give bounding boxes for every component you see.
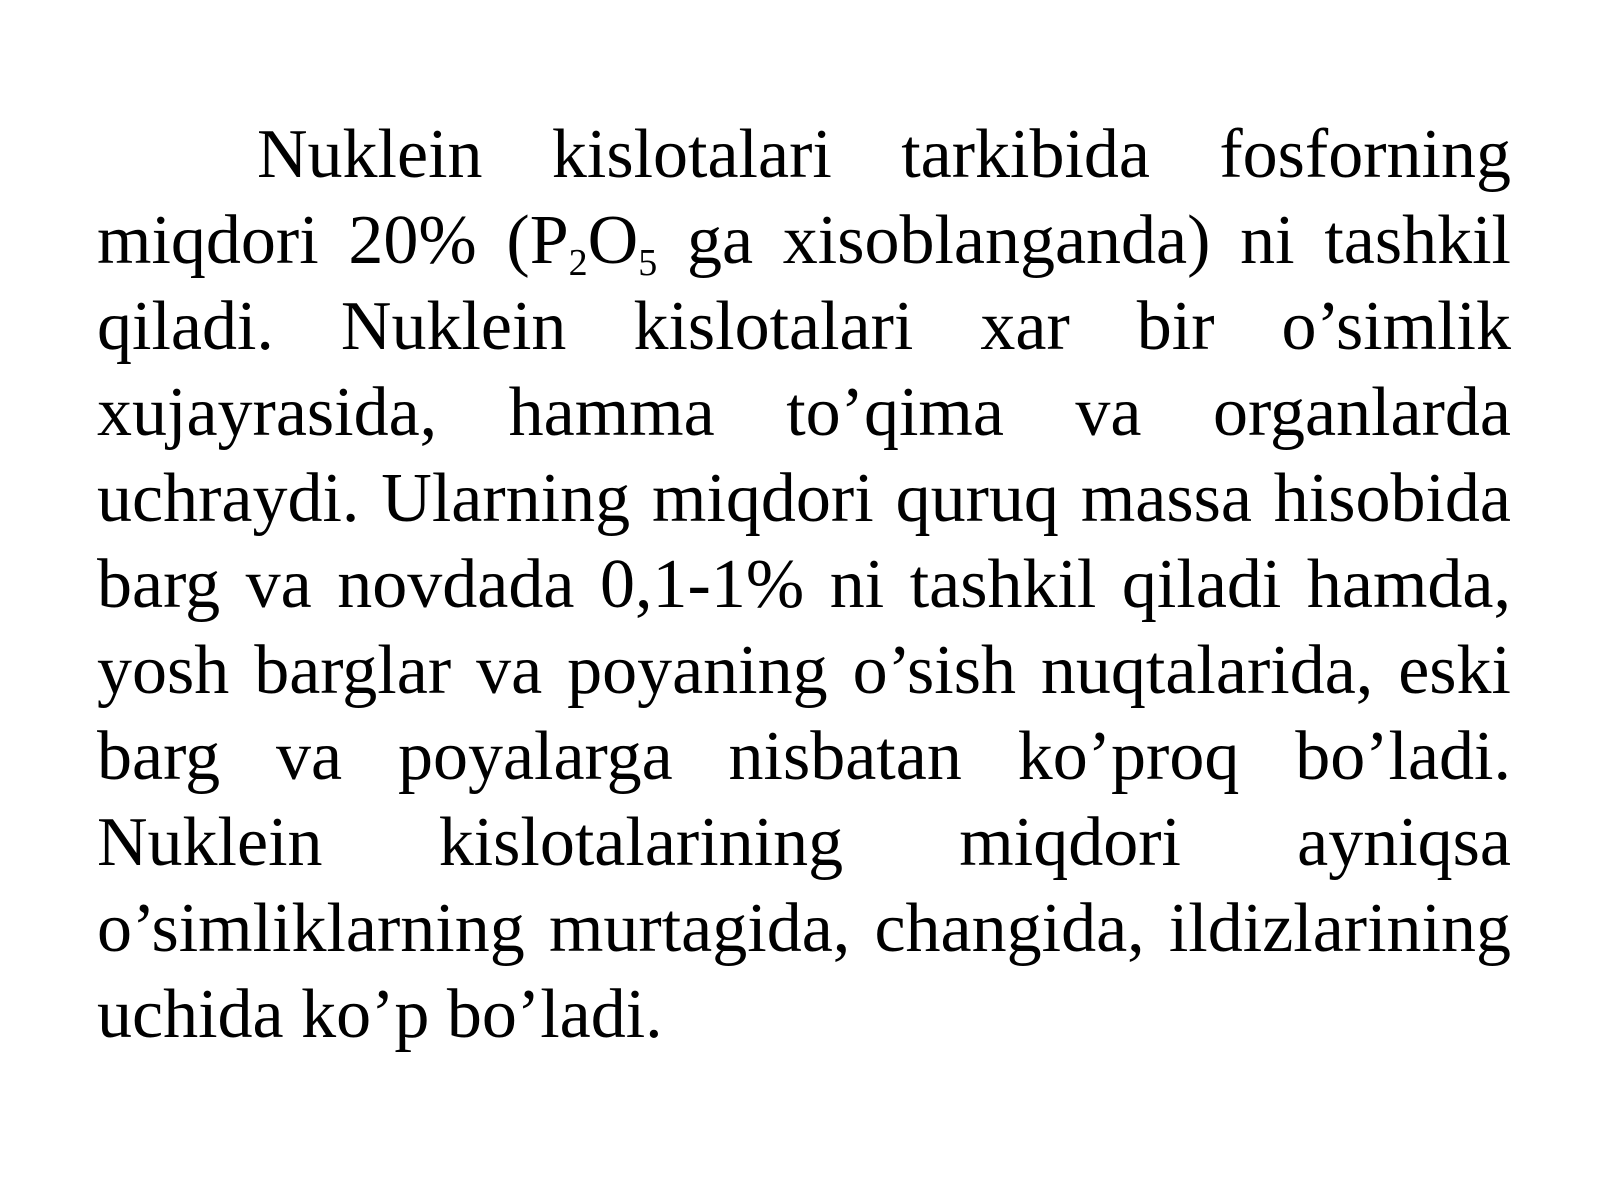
paragraph-text-part-3: ga xisoblanganda) ni tashkil qiladi. Nuklein kislotalari xar bir o’simlik xujayrasida, hamma to’qima va organlarda uchraydi. Ularning miqdori quruq massa hisobida barg va novdada 0,1-1% ni tashkil qiladi hamda, yosh barglar va poyaning o’sish nuqtalarida, eski barg va poyalarga nisbatan ko’proq bo’ladi. Nuklein kislotalarining miqdori ayniqsa o’simliklarning murtagida, changida, ildizlarining uchida ko’p bo’ladi. [97,202,1511,1053]
paragraph-text-part-1: Nuklein kislotalari tarkibida fosforning miqdori 20% (P [97,116,1511,279]
subscript-5: 5 [638,242,658,284]
subscript-2: 2 [568,242,588,284]
body-paragraph [97,112,1511,1058]
paragraph-text-part-2: O [587,202,639,279]
